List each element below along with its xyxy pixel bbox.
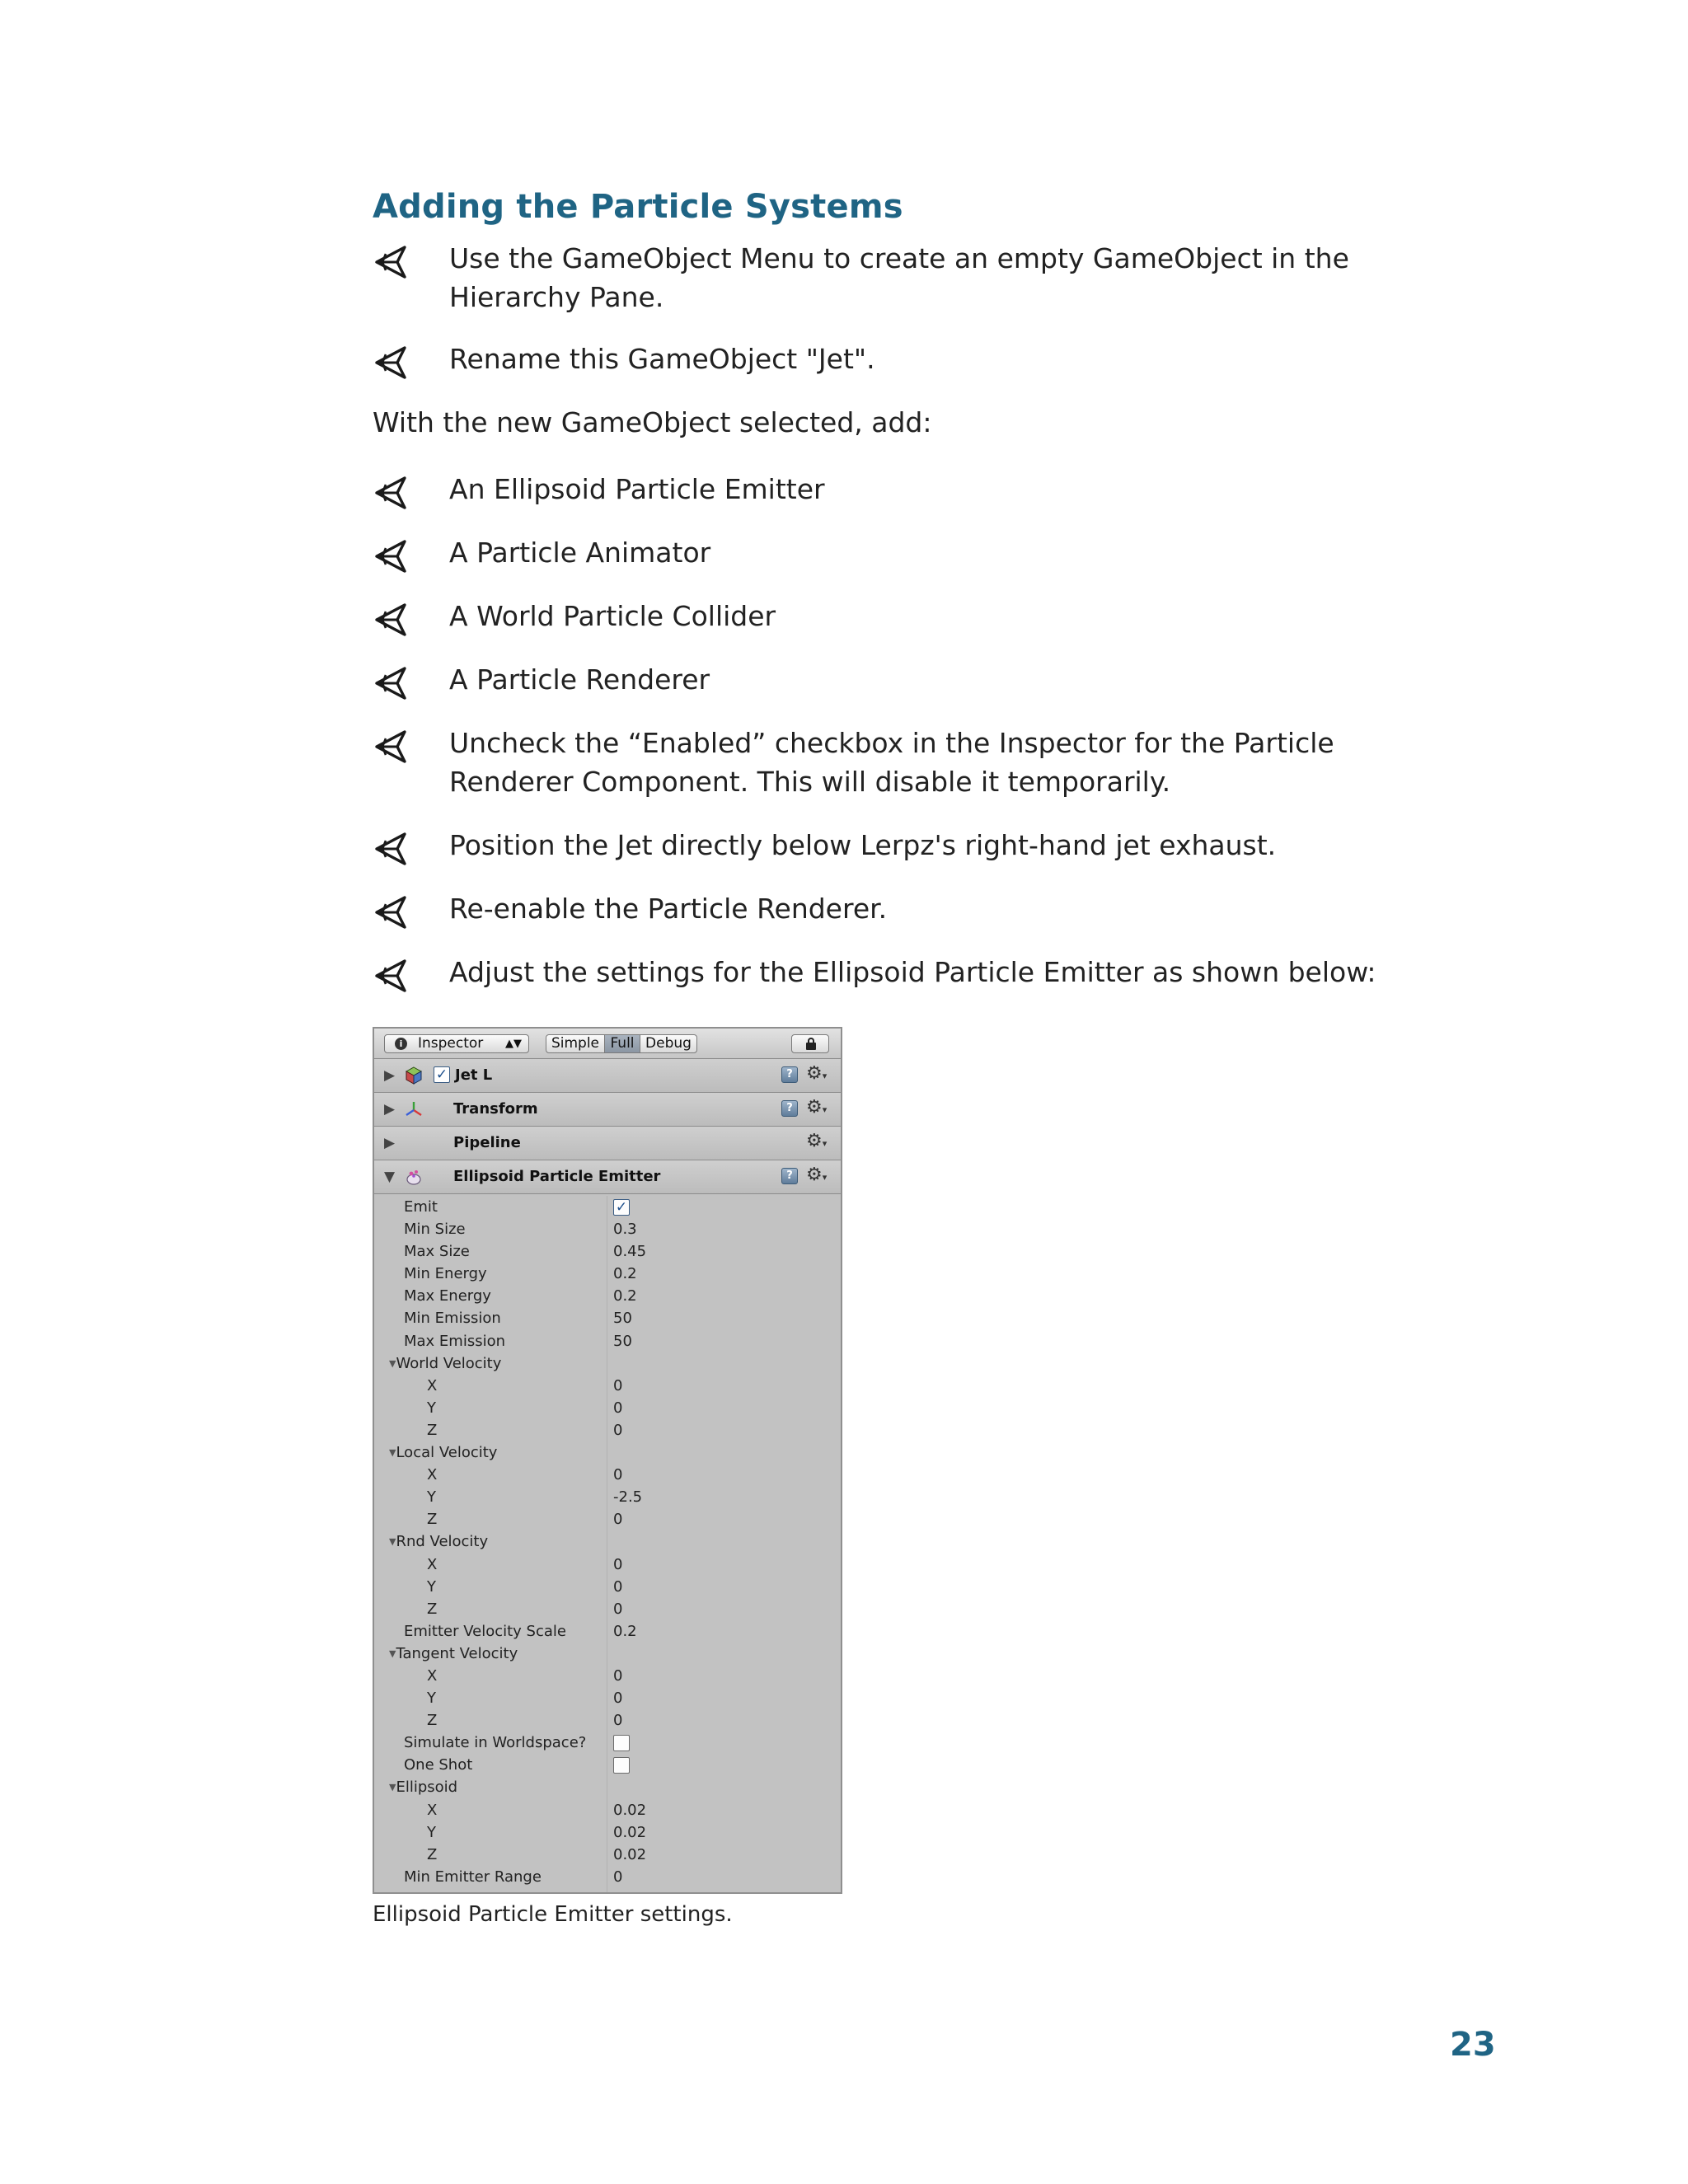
prop-row-tangent-velocity-z (374, 1709, 841, 1732)
prop-label: Simulate in Worldspace? (404, 1734, 587, 1752)
list-item-text: Re-enable the Particle Renderer. (449, 893, 888, 925)
prop-label: Min Emitter Range (404, 1868, 542, 1886)
section-label: ▼ Local Velocity (389, 1441, 497, 1465)
list-item-text: A Particle Renderer (449, 663, 710, 696)
local-velocity-y-field[interactable]: -2.5 (613, 1488, 643, 1507)
axis-label: Z (427, 1845, 438, 1863)
axis-label: X (427, 1666, 438, 1685)
prop-label: Min Emission (404, 1310, 501, 1328)
gear-icon[interactable]: ⚙▾ (806, 1131, 828, 1151)
list-item (373, 953, 1444, 991)
inspector-toolbar (374, 1029, 841, 1059)
prop-row-rnd-velocity-y (374, 1576, 841, 1598)
unity-logo-icon (373, 831, 409, 867)
unity-logo-icon (373, 475, 409, 511)
gear-icon[interactable]: ⚙▾ (806, 1063, 828, 1084)
one-shot-checkbox[interactable] (613, 1757, 630, 1774)
help-icon[interactable]: ? (781, 1168, 798, 1184)
max-emission-field[interactable]: 50 (613, 1332, 632, 1350)
axis-label: X (427, 1801, 438, 1819)
gear-icon[interactable]: ⚙▾ (806, 1165, 828, 1185)
prop-row-world-velocity-x (374, 1375, 841, 1397)
prop-row-simulate-in-worldspace (374, 1732, 841, 1754)
axis-label: Y (427, 1690, 436, 1708)
prop-row-min-emitter-range (374, 1866, 841, 1888)
expand-triangle-icon[interactable]: ▶ (384, 1135, 396, 1151)
local-velocity-z-field[interactable]: 0 (613, 1511, 623, 1529)
prop-label: Max Emission (404, 1332, 506, 1350)
unity-logo-icon (373, 665, 409, 701)
list-item (373, 597, 1444, 635)
section-label: ▼ World Velocity (389, 1352, 501, 1376)
list-item (373, 889, 1444, 928)
list-item-text: Position the Jet directly below Lerpz's right-hand jet exhaust. (449, 829, 1277, 861)
list-item-text: A Particle Animator (449, 537, 711, 569)
expand-triangle-icon[interactable]: ▶ (384, 1101, 396, 1118)
prop-label: Emitter Velocity Scale (404, 1622, 566, 1640)
inspector-tab-label: Inspector (418, 1035, 484, 1052)
prop-row-one-shot (374, 1754, 841, 1776)
rnd-velocity-y-field[interactable]: 0 (613, 1577, 623, 1596)
section-label: ▼ Rnd Velocity (389, 1530, 488, 1554)
prop-row-min-size (374, 1218, 841, 1240)
mode-full-button[interactable]: Full (604, 1034, 640, 1053)
local-velocity-x-field[interactable]: 0 (613, 1466, 623, 1484)
unity-logo-icon (373, 602, 409, 638)
section-label: ▼ Tangent Velocity (389, 1643, 518, 1666)
prop-row-local-velocity-x (374, 1464, 841, 1486)
prop-row-ellipsoid-x (374, 1799, 841, 1821)
gameobject-active-checkbox[interactable]: ✓ (434, 1066, 450, 1083)
list-item (373, 724, 1444, 801)
list-item-text: Rename this GameObject "Jet". (449, 343, 875, 375)
prop-section-rnd-velocity[interactable] (374, 1530, 841, 1553)
min-energy-field[interactable]: 0.2 (613, 1265, 637, 1283)
min-emission-field[interactable]: 50 (613, 1310, 632, 1328)
prop-row-rnd-velocity-z (374, 1598, 841, 1620)
axis-label: Y (427, 1399, 436, 1417)
prop-section-tangent-velocity[interactable] (374, 1643, 841, 1665)
prop-row-emit (374, 1196, 841, 1218)
component-header-pipeline[interactable] (374, 1127, 841, 1160)
intro-text: With the new GameObject selected, add: (373, 406, 932, 438)
list-item (373, 340, 1444, 378)
mode-simple-button[interactable]: Simple (546, 1034, 605, 1053)
simulate-in-worldspace-checkbox[interactable] (613, 1735, 630, 1751)
prop-section-world-velocity[interactable] (374, 1352, 841, 1375)
emitter-velocity-scale-field[interactable]: 0.2 (613, 1622, 637, 1640)
gameobject-cube-icon (404, 1066, 424, 1085)
component-header-ellipsoid-particle-emitter[interactable] (374, 1160, 841, 1194)
prop-row-tangent-velocity-y (374, 1687, 841, 1709)
axis-label: Z (427, 1421, 438, 1439)
axis-label: Z (427, 1712, 438, 1730)
particle-emitter-icon (404, 1167, 424, 1187)
axis-label: Y (427, 1488, 436, 1507)
mode-switch (546, 1034, 707, 1053)
axis-label: Y (427, 1823, 436, 1841)
gameobject-name: Jet L (455, 1066, 493, 1084)
prop-row-ellipsoid-y (374, 1821, 841, 1844)
tangent-velocity-y-field[interactable]: 0 (613, 1690, 623, 1708)
axis-label: Z (427, 1511, 438, 1529)
emitter-properties (374, 1196, 841, 1888)
updown-arrows-icon: ▲▼ (505, 1038, 522, 1050)
prop-row-max-emission (374, 1330, 841, 1352)
axis-label: Z (427, 1600, 438, 1618)
help-icon[interactable]: ? (781, 1100, 798, 1117)
help-icon[interactable]: ? (781, 1066, 798, 1083)
mode-debug-button[interactable]: Debug (640, 1034, 697, 1053)
prop-row-local-velocity-z (374, 1508, 841, 1530)
list-item-text: An Ellipsoid Particle Emitter (449, 473, 825, 505)
unity-logo-icon (373, 958, 409, 994)
list-item (373, 660, 1444, 699)
page-heading: Adding the Particle Systems (373, 188, 903, 226)
max-energy-field[interactable]: 0.2 (613, 1287, 637, 1305)
prop-label: Min Energy (404, 1265, 487, 1283)
emit-checkbox[interactable]: ✓ (613, 1199, 630, 1216)
prop-row-tangent-velocity-x (374, 1665, 841, 1687)
page-number: 23 (1450, 2026, 1496, 2064)
tangent-velocity-x-field[interactable]: 0 (613, 1666, 623, 1685)
section-label: ▼ Ellipsoid (389, 1776, 457, 1800)
prop-row-world-velocity-z (374, 1419, 841, 1441)
ellipsoid-z-field[interactable]: 0.02 (613, 1845, 647, 1863)
rnd-velocity-z-field[interactable]: 0 (613, 1600, 623, 1618)
prop-row-min-energy (374, 1263, 841, 1285)
axis-label: X (427, 1376, 438, 1394)
component-header-transform[interactable] (374, 1093, 841, 1127)
lock-button[interactable] (791, 1034, 829, 1053)
gear-icon[interactable]: ⚙▾ (806, 1097, 828, 1118)
figure-caption: Ellipsoid Particle Emitter settings. (373, 1902, 733, 1927)
prop-row-emitter-velocity-scale (374, 1620, 841, 1643)
prop-label: Max Size (404, 1243, 470, 1261)
prop-row-rnd-velocity-x (374, 1554, 841, 1576)
unity-logo-icon (373, 244, 409, 280)
inspector-panel (373, 1027, 842, 1894)
list-item (373, 239, 1444, 316)
component-label: Pipeline (453, 1134, 521, 1151)
ellipsoid-x-field[interactable]: 0.02 (613, 1801, 647, 1819)
component-label: Transform (453, 1100, 538, 1118)
expand-triangle-icon[interactable]: ▶ (384, 1067, 396, 1084)
prop-label: Emit (404, 1198, 438, 1216)
list-item (373, 533, 1444, 572)
axis-label: X (427, 1466, 438, 1484)
world-velocity-y-field[interactable]: 0 (613, 1399, 623, 1417)
info-icon: i (395, 1038, 407, 1050)
component-label: Ellipsoid Particle Emitter (453, 1168, 661, 1185)
gameobject-header[interactable] (374, 1059, 841, 1093)
prop-row-ellipsoid-z (374, 1844, 841, 1866)
prop-section-ellipsoid[interactable] (374, 1776, 841, 1798)
prop-row-min-emission (374, 1307, 841, 1329)
list-item (373, 470, 1444, 509)
min-size-field[interactable]: 0.3 (613, 1221, 637, 1239)
max-size-field[interactable]: 0.45 (613, 1243, 647, 1261)
prop-section-local-velocity[interactable] (374, 1441, 841, 1464)
unity-logo-icon (373, 894, 409, 930)
list-item-text: A World Particle Collider (449, 600, 776, 632)
axis-label: X (427, 1555, 438, 1573)
list-item (373, 826, 1444, 865)
prop-label: Min Size (404, 1221, 466, 1239)
prop-row-max-energy (374, 1285, 841, 1307)
ellipsoid-y-field[interactable]: 0.02 (613, 1823, 647, 1841)
world-velocity-z-field[interactable]: 0 (613, 1421, 623, 1439)
prop-label: Max Energy (404, 1287, 491, 1305)
prop-row-local-velocity-y (374, 1486, 841, 1508)
axis-label: Y (427, 1577, 436, 1596)
transform-axes-icon (404, 1099, 424, 1119)
prop-row-max-size (374, 1240, 841, 1263)
tangent-velocity-z-field[interactable]: 0 (613, 1712, 623, 1730)
list-item-text: Use the GameObject Menu to create an empty GameObject in the Hierarchy Pane. (449, 242, 1349, 313)
prop-label: One Shot (404, 1756, 473, 1774)
unity-logo-icon (373, 538, 409, 574)
unity-logo-icon (373, 729, 409, 765)
world-velocity-x-field[interactable]: 0 (613, 1376, 623, 1394)
unity-logo-icon (373, 344, 409, 381)
inspector-tab-dropdown[interactable] (384, 1034, 529, 1053)
prop-row-world-velocity-y (374, 1397, 841, 1419)
min-emitter-range-field[interactable]: 0 (613, 1868, 623, 1886)
list-item-text: Uncheck the “Enabled” checkbox in the Inspector for the Particle Renderer Component. This will disable it temporarily. (449, 727, 1334, 798)
list-item-text: Adjust the settings for the Ellipsoid Particle Emitter as shown below: (449, 956, 1376, 988)
collapse-triangle-icon[interactable]: ▼ (384, 1169, 396, 1185)
rnd-velocity-x-field[interactable]: 0 (613, 1555, 623, 1573)
